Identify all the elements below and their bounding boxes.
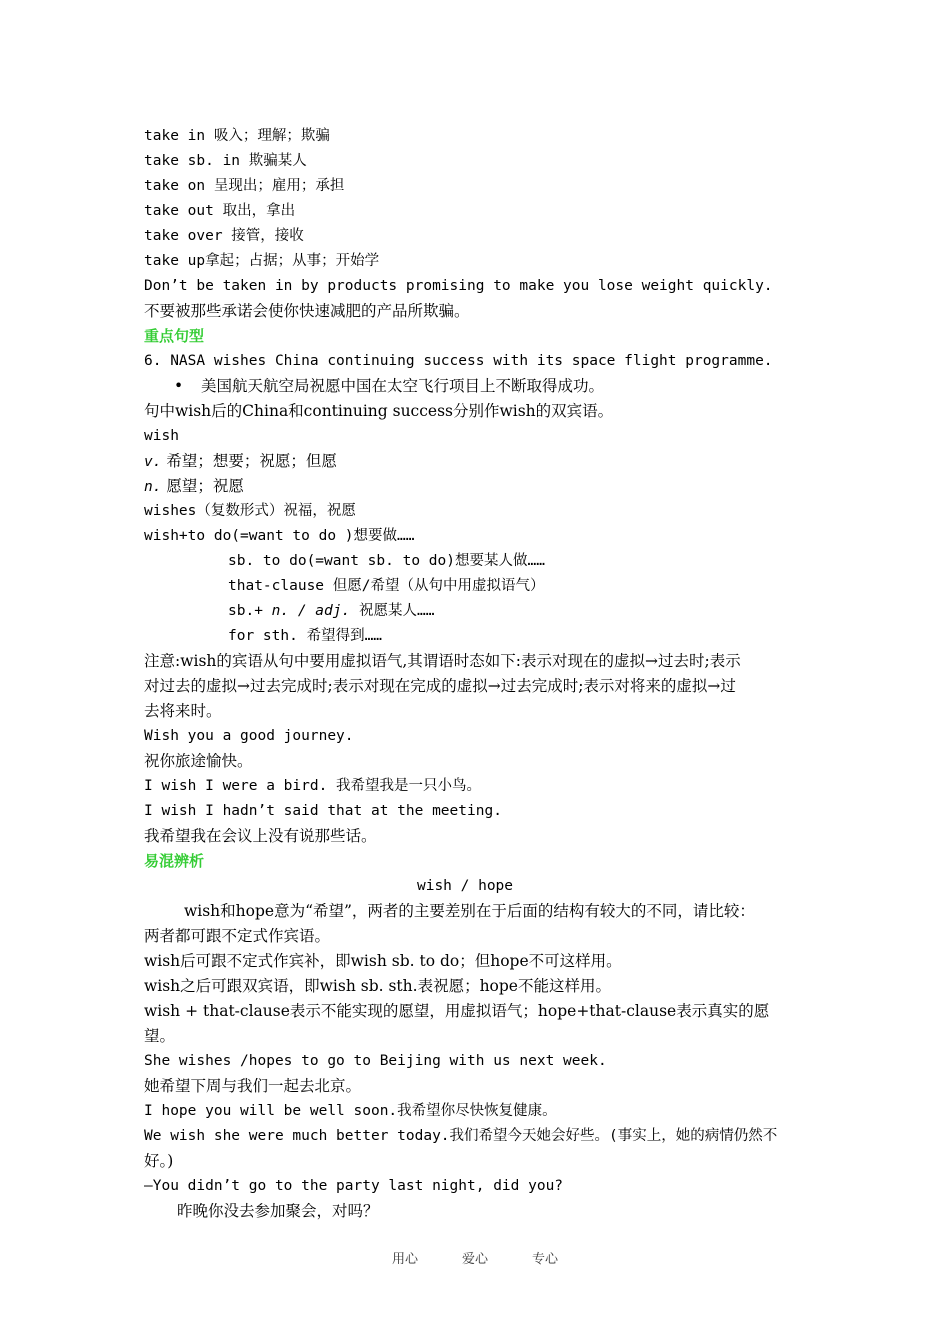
text-line: wish和hope意为“希望”，两者的主要差别在于后面的结构有较大的不同，请比较： xyxy=(184,902,755,920)
dialogue-line: —You didn’t go to the party last night, did you? xyxy=(144,1178,564,1194)
page-footer xyxy=(0,1248,950,1267)
example-sentence: We wish she were much better today.我们希望今天她会好些。(事实上，她的病情仍然不 xyxy=(144,1128,778,1144)
part-of-speech: v. xyxy=(144,454,162,470)
definition-text: 希望；想要；祝愿；但愿 xyxy=(161,452,337,470)
footer-text: 爱心 xyxy=(461,1252,488,1267)
text-line: take out 取出，拿出 xyxy=(144,203,296,219)
bullet-line xyxy=(144,374,810,399)
text-line: take on 呈现出；雇用；承担 xyxy=(144,178,345,194)
example-sentence: I wish I were a bird. 我希望我是一只小鸟。 xyxy=(144,778,482,794)
bullet-text: 美国航天航空局祝愿中国在太空飞行项目上不断取得成功。 xyxy=(201,377,605,395)
text-line: 两者都可跟不定式作宾语。 xyxy=(144,927,331,945)
note-line: 对过去的虚拟→过去完成时;表示对现在完成的虚拟→过去完成时;表示对将来的虚拟→过 xyxy=(144,677,736,695)
translation-line: 我希望我在会议上没有说那些话。 xyxy=(144,827,377,845)
definition-text: 愿望；祝愿 xyxy=(161,477,244,495)
example-sentence: She wishes /hopes to go to Beijing with us next week. xyxy=(144,1053,607,1069)
comparison-title: wish / hope xyxy=(416,878,514,894)
translation-line: 昨晚你没去参加聚会，对吗？ xyxy=(177,1202,379,1220)
text-line: wish + that-clause表示不能实现的愿望，用虚拟语气；hope+that-clause表示真实的愿 xyxy=(144,1002,770,1020)
text-line: wishes（复数形式）祝福，祝愿 xyxy=(144,503,356,519)
usage-line: that-clause 但愿/希望（从句中用虚拟语气） xyxy=(228,578,545,594)
translation-line: 她希望下周与我们一起去北京。 xyxy=(144,1077,362,1095)
usage-part: sb.+ xyxy=(228,603,272,619)
bullet-icon: • xyxy=(174,377,184,395)
note-line: 注意:wish的宾语从句中要用虚拟语气,其谓语时态如下:表示对现在的虚拟→过去时;表示 xyxy=(144,652,741,670)
usage-part: 祝愿某人…… xyxy=(350,603,435,619)
note-line: 去将来时。 xyxy=(144,702,222,720)
translation-line: 祝你旅途愉快。 xyxy=(144,752,253,770)
section-heading-key-sentences: 重点句型 xyxy=(144,327,205,345)
text-line: 好。) xyxy=(144,1152,174,1170)
key-sentence: 6. NASA wishes China continuing success with its space flight programme. xyxy=(144,353,773,369)
example-sentence: I wish I hadn’t said that at the meeting. xyxy=(144,803,502,819)
example-sentence: I hope you will be well soon.我希望你尽快恢复健康。 xyxy=(144,1103,557,1119)
section-heading-confusables: 易混辨析 xyxy=(144,852,205,870)
definition-line xyxy=(144,449,810,474)
usage-line: for sth. 希望得到…… xyxy=(228,628,383,644)
usage-line: wish+to do(=want to do )想要做…… xyxy=(144,528,415,544)
text-line: wish xyxy=(144,428,179,444)
usage-line xyxy=(144,599,810,624)
text-line: take over 接管，接收 xyxy=(144,228,304,244)
example-sentence: Wish you a good journey. xyxy=(144,728,354,744)
footer-text: 用心 xyxy=(391,1252,418,1267)
text-line: wish后可跟不定式作宾补，即wish sb. to do；但hope不可这样用。 xyxy=(144,952,622,970)
part-of-speech: n. xyxy=(144,479,162,495)
text-line: take up拿起；占据；从事；开始学 xyxy=(144,253,380,269)
translation-line: 不要被那些承诺会使你快速减肥的产品所欺骗。 xyxy=(144,302,470,320)
text-line: take in 吸入；理解；欺骗 xyxy=(144,128,330,144)
footer-text: 专心 xyxy=(532,1252,559,1267)
usage-part-italic: n. / adj. xyxy=(271,603,351,619)
text-line: 望。 xyxy=(144,1027,176,1045)
document-body xyxy=(144,124,810,1224)
example-sentence: Don’t be taken in by products promising to make you lose weight quickly. xyxy=(144,278,773,294)
text-line: 句中wish后的China和continuing success分别作wish的双宾语。 xyxy=(144,402,614,420)
definition-line xyxy=(144,474,810,499)
usage-line: sb. to do(=want sb. to do)想要某人做…… xyxy=(228,553,545,569)
text-line: take sb. in 欺骗某人 xyxy=(144,153,307,169)
text-line: wish之后可跟双宾语，即wish sb. sth.表祝愿；hope不能这样用。 xyxy=(144,977,611,995)
